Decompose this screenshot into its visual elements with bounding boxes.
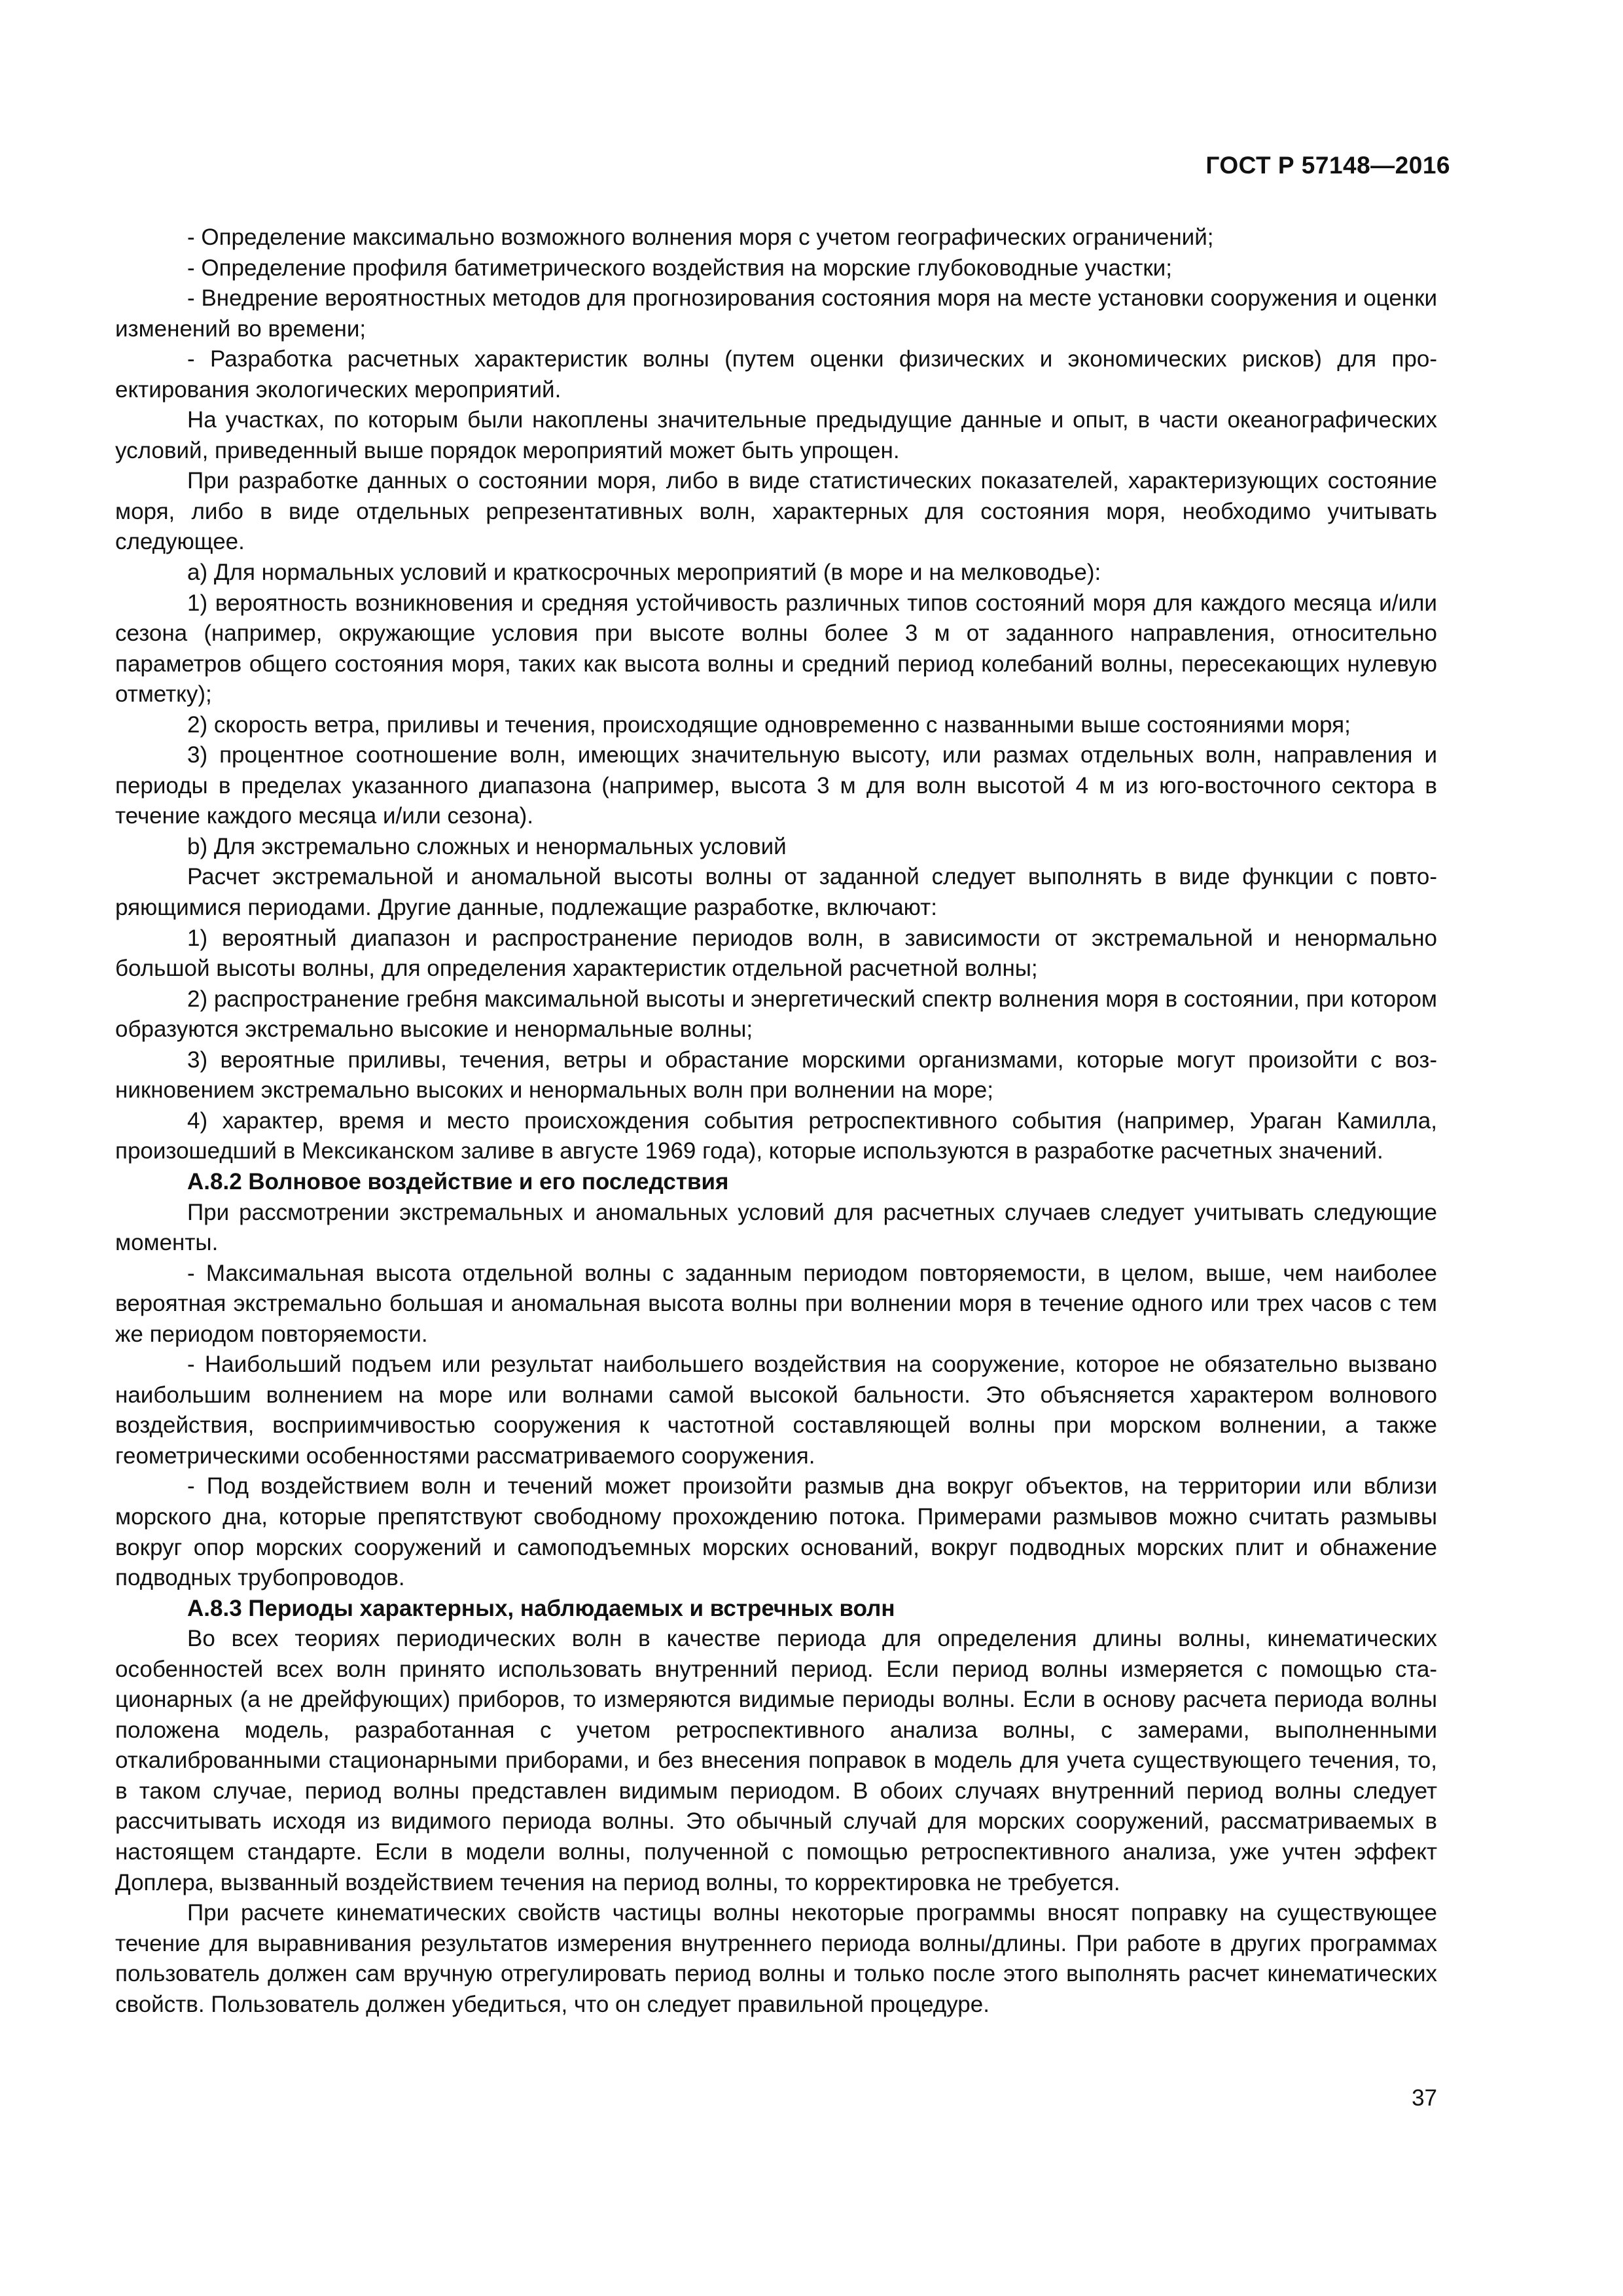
paragraph: - Разработка расчетных характеристик волны (путем оценки физических и экономических рисков) для проектирования экологических мероприятий.: [115, 346, 1437, 403]
paragraph: 3) процентное соотношение волн, имеющих значительную высоту, или размах отдельных волн, направления и периоды в пределах указанного диапазона (например, высота 3 м для волн высотой 4 м из юго-восточного сектора в течение каждого месяца и/или сезона).: [115, 742, 1437, 829]
section-heading: А.8.3 Периоды характерных, наблюдаемых и встречных волн: [187, 1595, 895, 1621]
paragraph: 3) вероятные приливы, течения, ветры и обрастание морскими организмами, которые могут произойти с возникновением экстремально высоких и ненормальных волн при волнении на море;: [115, 1047, 1437, 1103]
paragraph: При разработке данных о состоянии моря, либо в виде статистических показателей, характеризующих состояние моря, либо в виде отдельных репрезентативных волн, характерных для состояния моря, необходимо учитывать следующее.: [115, 468, 1437, 555]
paragraph: 1) вероятность возникновения и средняя устойчивость различных типов состояний моря для каждого месяца и/или сезона (например, окружающие условия при высоте волны более 3 м от заданного направления, относительно параметров общего состояния моря, таких как высота волны и средний период колебаний волны, пересекающих нулевую отметку);: [115, 590, 1437, 708]
section-heading: А.8.2 Волновое воздействие и его последствия: [187, 1168, 729, 1194]
paragraph: 2) распространение гребня максимальной высоты и энергетический спектр волнения моря в состоянии, при котором образуются экстремально высокие и ненормальные волны;: [115, 986, 1437, 1043]
paragraph: - Под воздействием волн и течений может произойти размыв дна вокруг объектов, на территории или вблизи морского дна, которые препятствуют свободному прохождению потока. Примерами размывов можно считать размывы вокруг опор морских сооружений и самоподъемных морских оснований, вокруг подводных морских плит и обнажение подводных трубопроводов.: [115, 1473, 1437, 1591]
paragraph: b) Для экстремально сложных и ненормальных условий: [187, 833, 787, 859]
paragraph: 2) скорость ветра, приливы и течения, происходящие одновременно с названными выше состояниями моря;: [187, 711, 1351, 738]
paragraph: - Наибольший подъем или результат наибольшего воздействия на сооружение, которое не обязательно вызвано наибольшим волнением на море или волнами самой высокой бальности. Это объясняется характером волнового воздействия, восприимчивостью сооружения к частотной составляющей волны при морском волнении, а также геометрическими особенностями рассматриваемого сооружения.: [115, 1352, 1437, 1469]
page-number: 37: [1412, 2085, 1437, 2111]
page-body: [115, 223, 1437, 2020]
paragraph: Во всех теориях периодических волн в качестве периода для определения длины волны, кинематических особенностей всех волн принято использовать внутренний период. Если период волны измеряется с помощью стационарных (а не дрейфующих) приборов, то измеряются видимые периоды волны. Если в основу расчета периода волны положена модель, разработанная с учетом ретроспективного анализа волны, с замерами, выполненными откалиброванными стационарными приборами, и без внесения поправок в модель для учета существующего течения, то, в таком случае, период волны представлен видимым периодом. В обоих случаях внутренний период волны следует рассчитывать исходя из видимого периода волны. Это обычный случай для морских сооружений, рассматриваемых в настоящем стандарте. Если в модели волны, полученной с помощью ретроспективного анализа, уже учтен эффект Доплера, вызванный воздействием течения на период волны, то корректировка не требуется.: [115, 1626, 1437, 1895]
paragraph: На участках, по которым были накоплены значительные предыдущие данные и опыт, в части океанографических условий, приведенный выше порядок мероприятий может быть упрощен.: [115, 407, 1437, 463]
paragraph: Расчет экстремальной и аномальной высоты волны от заданной следует выполнять в виде функции с повторяющимися периодами. Другие данные, подлежащие разработке, включают:: [115, 864, 1437, 921]
document-code-header: ГОСТ Р 57148—2016: [1205, 152, 1450, 179]
paragraph: a) Для нормальных условий и краткосрочных мероприятий (в море и на мелководье):: [187, 560, 1101, 586]
paragraph: 1) вероятный диапазон и распространение периодов волн, в зависимости от экстремальной и ненормально большой высоты волны, для определения характеристик отдельной расчетной волны;: [115, 925, 1437, 982]
paragraph: При рассмотрении экстремальных и аномальных условий для расчетных случаев следует учитывать следующие моменты.: [115, 1199, 1437, 1256]
paragraph: - Определение профиля батиметрического воздействия на морские глубоководные участки;: [187, 255, 1172, 281]
paragraph: 4) характер, время и место происхождения события ретроспективного события (например, Ураган Камилла, произошедший в Мексиканском заливе в августе 1969 года), которые используются в разработке расчетных значений.: [115, 1107, 1437, 1164]
paragraph: При расчете кинематических свойств частицы волны некоторые программы вносят поправку на существующее течение для выравнивания результатов измерения внутреннего периода волны/длины. При работе в других программах пользователь должен сам вручную отрегулировать период волны и только после этого выполнять расчет кинематических свойств. Пользователь должен убедиться, что он следует правильной процедуре.: [115, 1900, 1437, 2017]
paragraph: - Определение максимально возможного волнения моря с учетом географических ограничений;: [187, 224, 1214, 250]
paragraph: - Внедрение вероятностных методов для прогнозирования состояния моря на месте установки сооружения и оценки изменений во времени;: [115, 285, 1437, 342]
paragraph: - Максимальная высота отдельной волны с заданным периодом повторяемости, в целом, выше, чем наиболее вероятная экстремально большая и аномальная высота волны при волнении моря в течение одного или трех часов с тем же периодом повторяемости.: [115, 1260, 1437, 1347]
